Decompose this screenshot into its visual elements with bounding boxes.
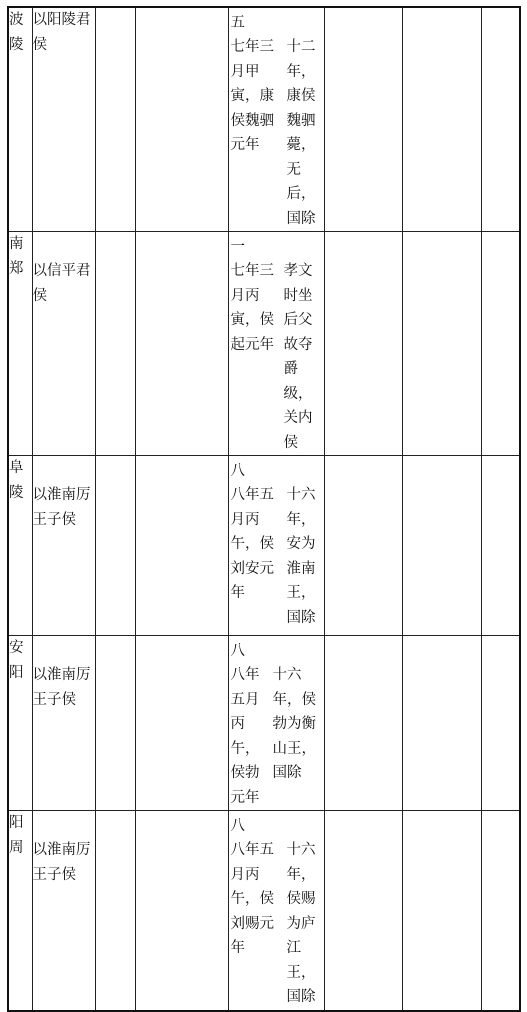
fief-name-cell: 阳周 bbox=[8, 811, 32, 1011]
empty-cell bbox=[481, 232, 520, 456]
empty-cell bbox=[402, 636, 481, 811]
enfeoffment-text: 八年五月丙午，侯勃元年 bbox=[230, 667, 260, 806]
table-row bbox=[8, 636, 520, 811]
reign-year-count: 一 bbox=[230, 239, 245, 255]
reign-cell bbox=[228, 636, 324, 811]
reign-year-count: 五 bbox=[230, 15, 245, 31]
reign-cell bbox=[228, 456, 324, 636]
reign-year-count: 八 bbox=[230, 643, 245, 659]
empty-cell bbox=[324, 456, 402, 636]
outcome-text: 十二年，康侯魏驷薨，无后，国除 bbox=[286, 39, 316, 227]
empty-cell bbox=[135, 232, 228, 456]
enfeoffment-text: 七年三月甲寅，康侯魏驷元年 bbox=[230, 39, 274, 153]
table-row bbox=[8, 811, 520, 1011]
empty-cell bbox=[135, 636, 228, 811]
empty-cell bbox=[324, 636, 402, 811]
merit-cell: 以淮南厉王子侯 bbox=[32, 456, 95, 636]
empty-cell bbox=[135, 456, 228, 636]
reign-entry bbox=[229, 35, 324, 231]
outcome-text: 十六年，侯赐为庐江王，国除 bbox=[286, 842, 316, 1005]
reign-year-count: 八 bbox=[230, 463, 245, 479]
empty-cell bbox=[95, 636, 135, 811]
table-row bbox=[8, 456, 520, 636]
enfeoffment-text: 八年五月丙午，侯刘赐元年 bbox=[230, 842, 274, 956]
outcome-text: 十六年，侯勃为衡山王，国除 bbox=[272, 667, 316, 781]
empty-cell bbox=[95, 7, 135, 232]
enfeoffment-text: 八年五月丙午，侯刘安元年 bbox=[230, 487, 274, 601]
empty-cell bbox=[324, 811, 402, 1011]
empty-cell bbox=[95, 811, 135, 1011]
merit-cell: 以淮南厉王子侯 bbox=[32, 811, 95, 1011]
empty-cell bbox=[324, 232, 402, 456]
fief-name-cell: 波陵 bbox=[8, 7, 32, 232]
merit-cell: 以阳陵君侯 bbox=[32, 7, 95, 232]
empty-cell bbox=[481, 7, 520, 232]
merit-cell: 以信平君侯 bbox=[32, 232, 95, 456]
merit-cell: 以淮南厉王子侯 bbox=[32, 636, 95, 811]
empty-cell bbox=[402, 456, 481, 636]
empty-cell bbox=[481, 811, 520, 1011]
enfeoffment-text: 七年三月丙寅，侯起元年 bbox=[230, 263, 274, 353]
reign-cell bbox=[228, 7, 324, 232]
empty-cell bbox=[135, 811, 228, 1011]
table-row bbox=[8, 7, 520, 232]
empty-cell bbox=[402, 7, 481, 232]
table-row bbox=[8, 232, 520, 456]
reign-year-count: 八 bbox=[230, 818, 245, 834]
outcome-text: 孝文时坐后父故夺爵级，关内侯 bbox=[283, 263, 313, 451]
reign-entry bbox=[229, 259, 324, 455]
outcome-text: 十六年，安为淮南王，国除 bbox=[286, 487, 316, 626]
empty-cell bbox=[481, 456, 520, 636]
empty-cell bbox=[402, 811, 481, 1011]
empty-cell bbox=[95, 456, 135, 636]
empty-cell bbox=[402, 232, 481, 456]
empty-cell bbox=[324, 7, 402, 232]
chronicle-table bbox=[7, 6, 521, 1012]
reign-entry bbox=[229, 838, 324, 1010]
fief-name-cell: 南郑 bbox=[8, 232, 32, 456]
fief-name-cell: 阜陵 bbox=[8, 456, 32, 636]
reign-entry bbox=[229, 663, 324, 810]
empty-cell bbox=[95, 232, 135, 456]
reign-entry bbox=[229, 483, 324, 630]
empty-cell bbox=[135, 7, 228, 232]
reign-cell bbox=[228, 232, 324, 456]
fief-name-cell: 安阳 bbox=[8, 636, 32, 811]
empty-cell bbox=[481, 636, 520, 811]
reign-cell bbox=[228, 811, 324, 1011]
